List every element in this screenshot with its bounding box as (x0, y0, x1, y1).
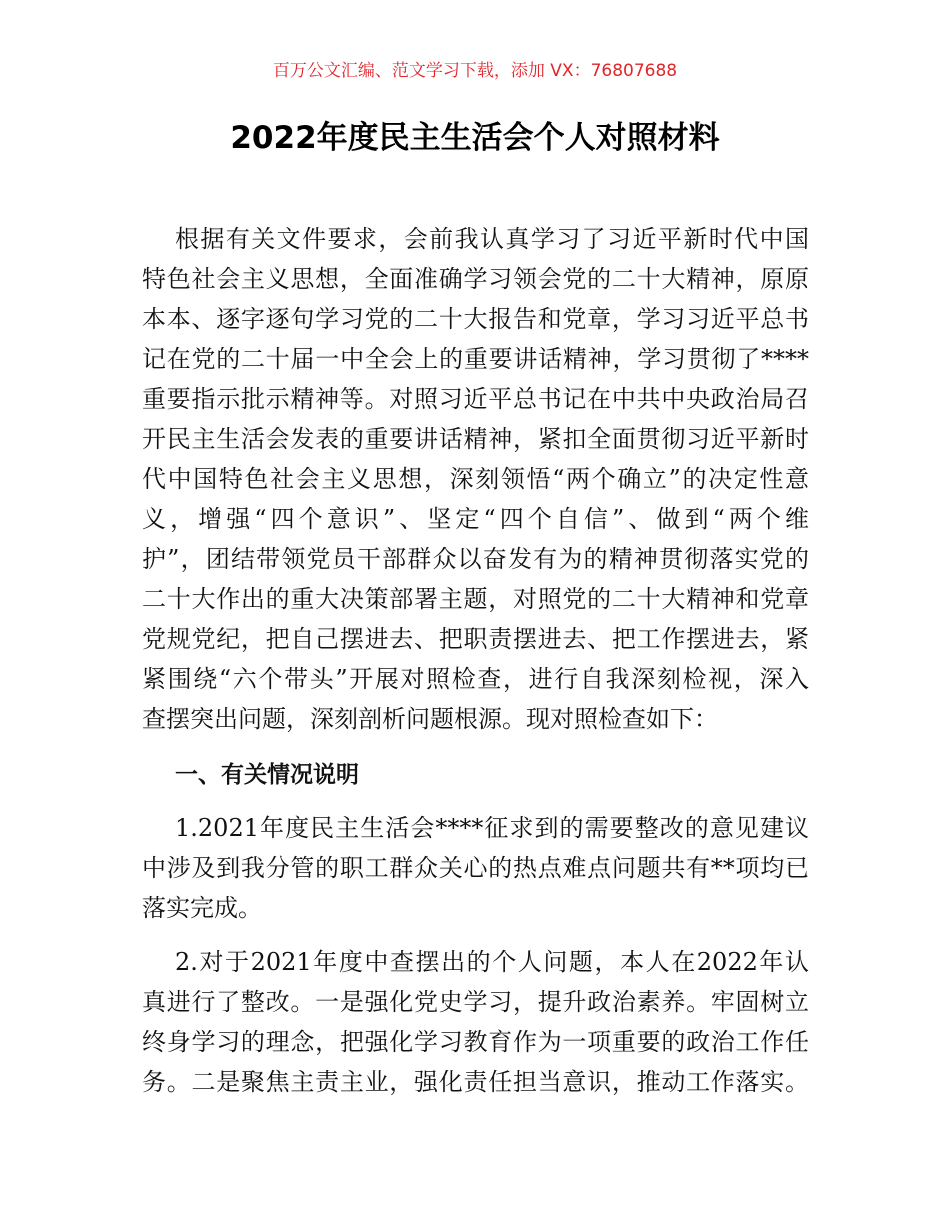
text-line: 终身学习的理念，把强化学习教育作为一项重要的政治工作任 (142, 1028, 809, 1056)
intro-paragraph (142, 219, 809, 739)
text-line: 1.2021年度民主生活会****征求到的需要整改的意见建议 (175, 814, 809, 842)
item-2-paragraph (142, 942, 809, 1102)
section-heading: 一、有关情况说明 (175, 762, 359, 788)
text-line: 紧围绕“六个带头”开展对照检查，进行自我深刻检视，深入 (142, 665, 809, 693)
text-line: 护”，团结带领党员干部群众以奋发有为的精神贯彻落实党的 (142, 545, 809, 573)
text-line: 记在党的二十届一中全会上的重要讲话精神，学习贯彻了**** (142, 345, 809, 373)
text-line: 代中国特色社会主义思想，深刻领悟“两个确立”的决定性意 (142, 465, 809, 493)
text-line: 根据有关文件要求，会前我认真学习了习近平新时代中国 (175, 225, 809, 253)
text-line: 本本、逐字逐句学习党的二十大报告和党章，学习习近平总书 (142, 305, 809, 333)
text-line: 党规党纪，把自己摆进去、把职责摆进去、把工作摆进去，紧 (142, 625, 809, 653)
item-1-paragraph (142, 808, 809, 928)
text-line: 查摆突出问题，深刻剖析问题根源。现对照检查如下： (142, 705, 718, 733)
text-line: 二十大作出的重大决策部署主题，对照党的二十大精神和党章 (142, 585, 809, 613)
text-line: 义，增强“四个意识”、坚定“四个自信”、做到“两个维 (142, 505, 809, 533)
text-line: 务。二是聚焦主责主业，强化责任担当意识，推动工作落实。 (142, 1068, 809, 1096)
document-title: 2022年度民主生活会个人对照材料 (230, 120, 720, 156)
text-line: 中涉及到我分管的职工群众关心的热点难点问题共有**项均已 (142, 854, 809, 882)
text-line: 特色社会主义思想，全面准确学习领会党的二十大精神，原原 (142, 265, 809, 293)
text-line: 落实完成。 (142, 894, 262, 922)
text-line: 开民主生活会发表的重要讲话精神，紧扣全面贯彻习近平新时 (142, 425, 809, 453)
watermark-banner: 百万公文汇编、范文学习下载，添加 VX：76807688 (272, 61, 678, 81)
text-line: 重要指示批示精神等。对照习近平总书记在中共中央政治局召 (142, 385, 809, 413)
text-line: 2.对于2021年度中查摆出的个人问题，本人在2022年认 (175, 948, 809, 976)
text-line: 真进行了整改。一是强化党史学习，提升政治素养。牢固树立 (142, 988, 809, 1016)
